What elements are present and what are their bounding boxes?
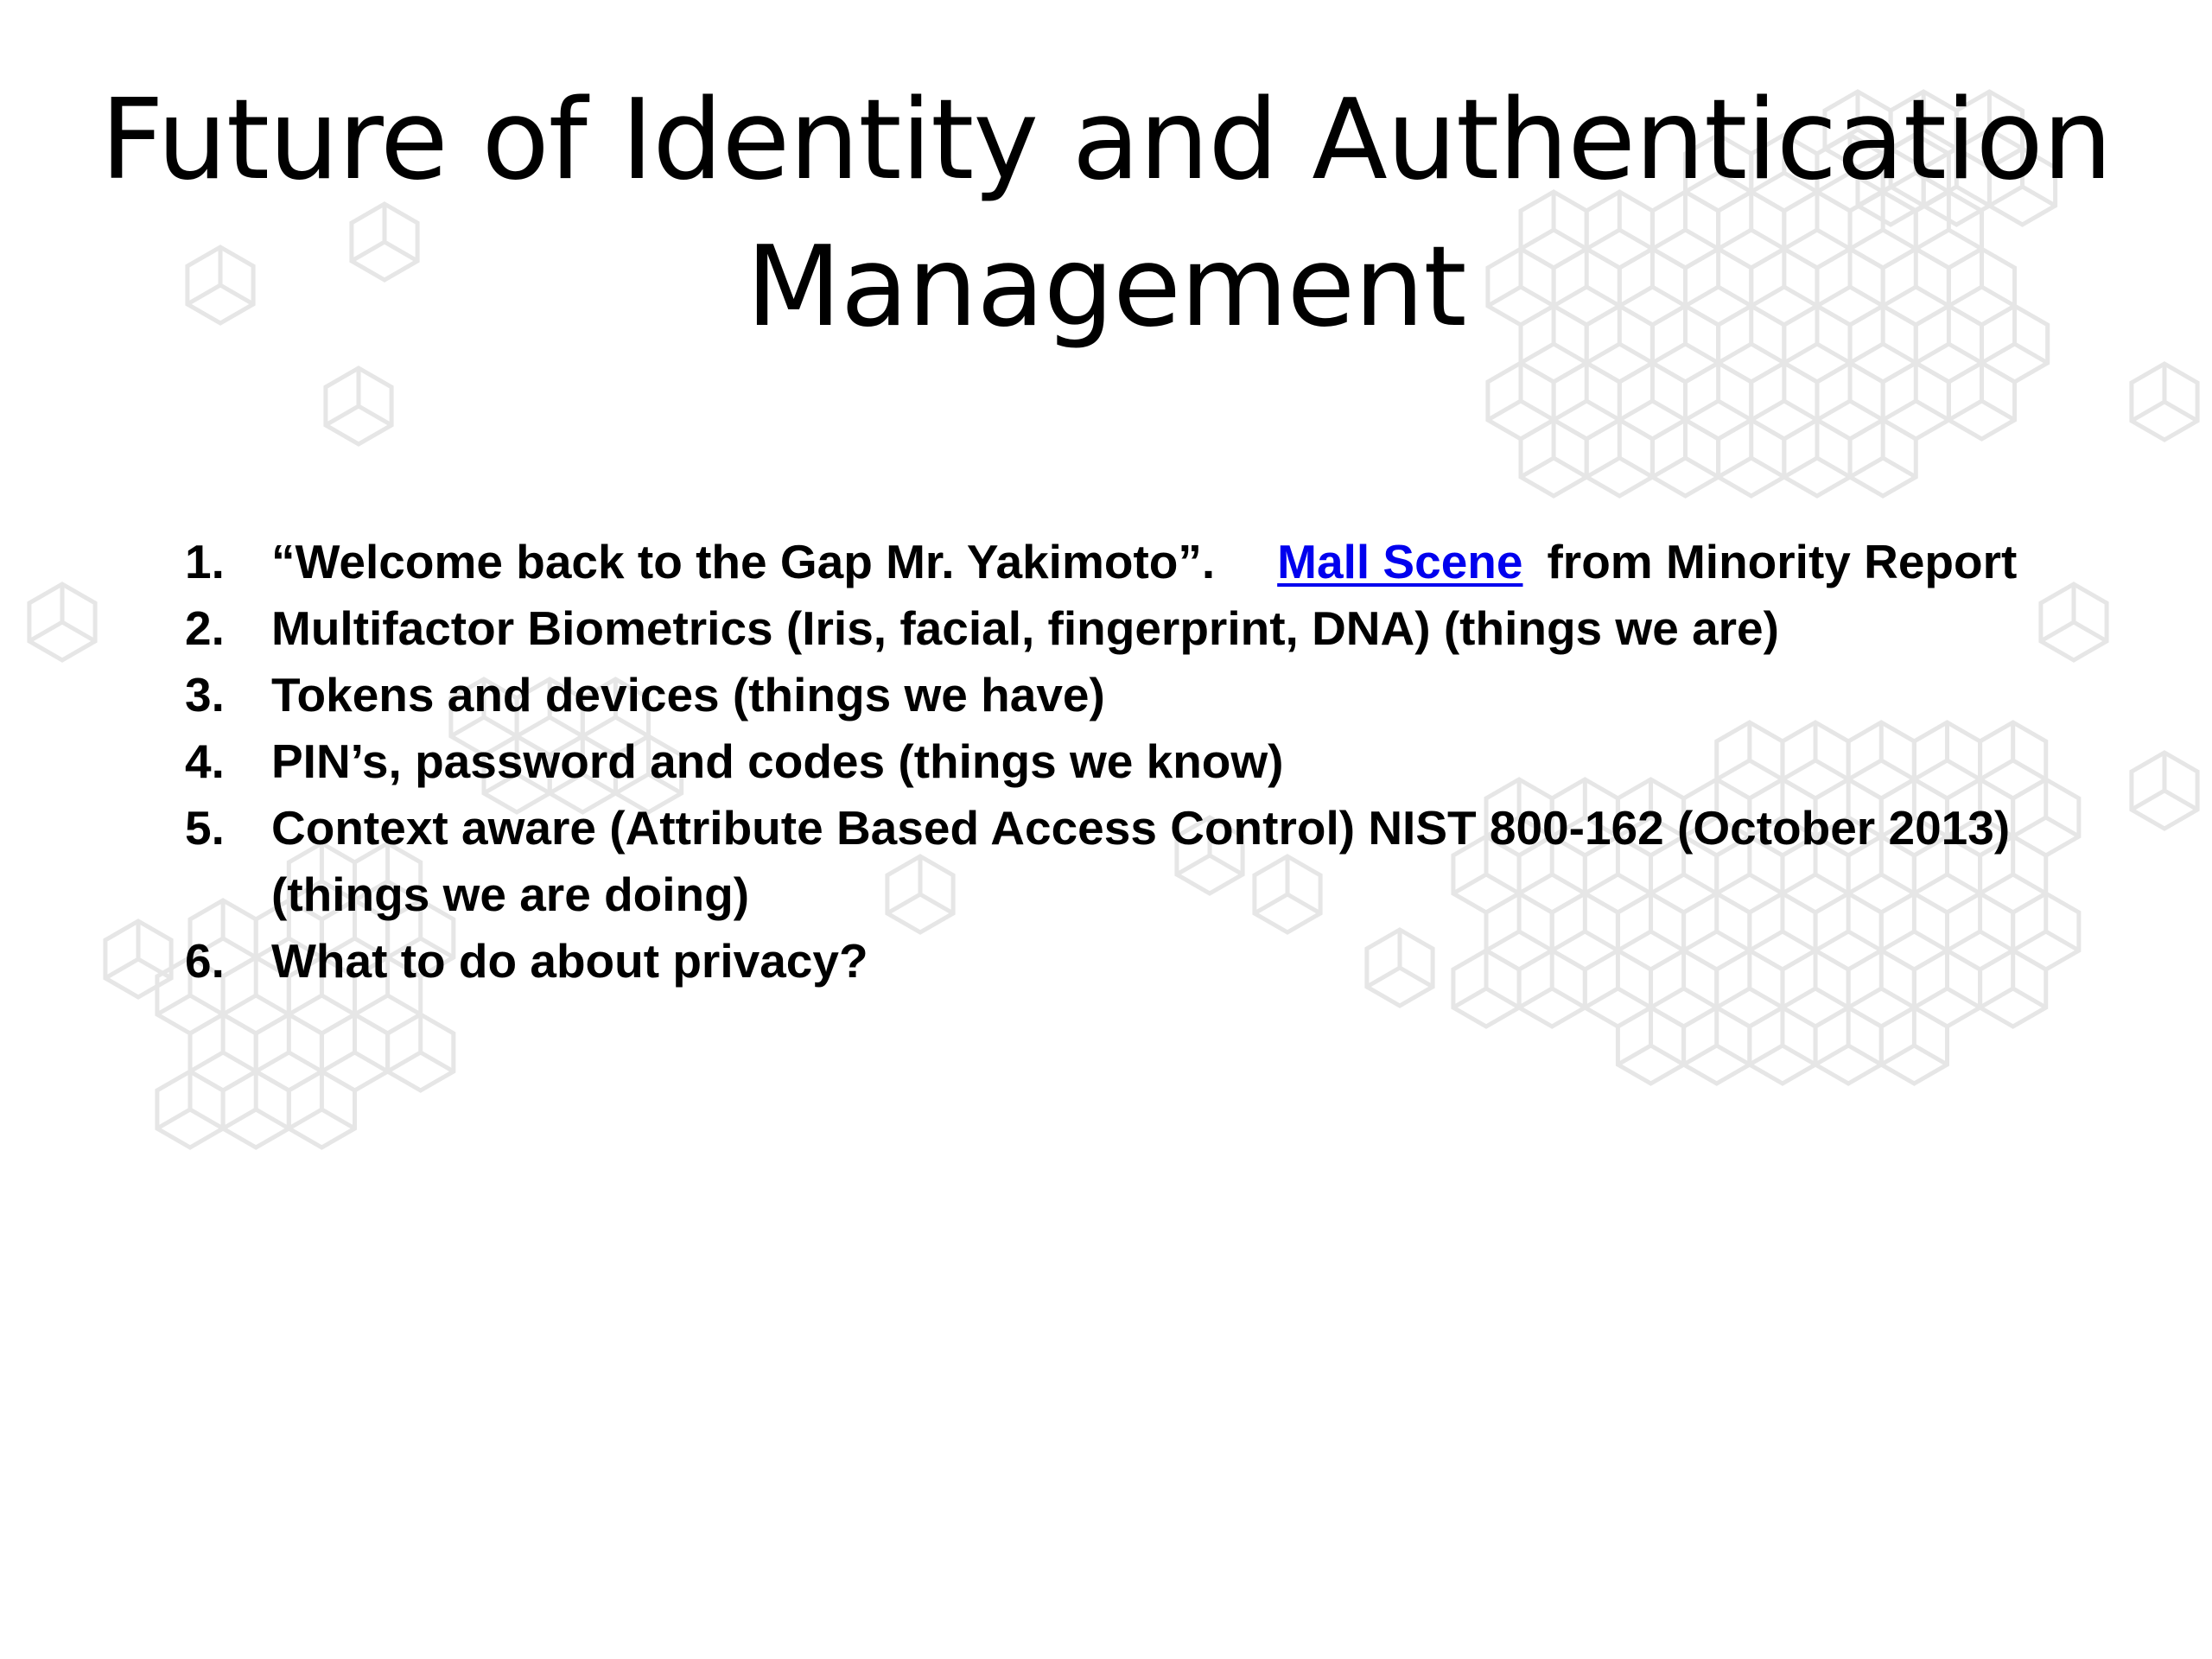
cube-outline-icon (157, 1071, 223, 1147)
cube-outline-icon (1719, 420, 1784, 496)
cube-outline-icon (1881, 1007, 1947, 1084)
list-item-text: Multifactor Biometrics (Iris, facial, fingerprint, DNA) (things we are) (271, 601, 1779, 655)
list-item-text-after: from Minority Report (1547, 535, 2018, 588)
list-item-text: Context aware (Attribute Based Access Control) NIST 800-162 (October 2013) (271, 801, 2011, 855)
slide-title-line-2: Management (746, 223, 1466, 352)
list-item-number: 5. (185, 801, 225, 855)
list-item-number: 1. (185, 535, 225, 588)
list-item-number: 2. (185, 601, 225, 655)
cube-outline-icon (1850, 420, 1916, 496)
slide-title-line-1: Future of Identity and Authentication (100, 76, 2112, 205)
list-item (185, 595, 2172, 662)
cube-outline-icon (29, 584, 95, 660)
list-item-number: 3. (185, 668, 225, 721)
list-item (185, 795, 2172, 928)
slide-title (0, 67, 2212, 361)
cube-outline-icon (289, 1071, 354, 1147)
list-item (185, 928, 2172, 995)
cube-outline-icon (1684, 1007, 1750, 1084)
cube-outline-icon (1815, 1007, 1881, 1084)
cube-outline-icon (1652, 420, 1718, 496)
cube-outline-icon (326, 368, 391, 444)
topic-list (185, 529, 2172, 995)
list-item (185, 662, 2172, 728)
list-item-text: What to do about privacy? (271, 934, 868, 988)
list-item (185, 728, 2172, 795)
mall-scene-link[interactable]: Mall Scene (1277, 535, 1523, 588)
cube-outline-icon (105, 921, 171, 997)
list-item-number: 4. (185, 734, 225, 788)
cube-outline-icon (1784, 420, 1850, 496)
cube-outline-icon (1618, 1007, 1683, 1084)
cube-outline-icon (1521, 420, 1586, 496)
cube-outline-icon (1586, 420, 1652, 496)
list-item (185, 529, 2172, 595)
cube-outline-icon (223, 1071, 289, 1147)
cube-outline-icon (1948, 363, 2014, 439)
list-item-text: PIN’s, password and codes (things we know) (271, 734, 1284, 788)
cube-outline-icon (2132, 364, 2197, 440)
list-item-text: “Welcome back to the Gap Mr. Yakimoto”. (271, 535, 1216, 588)
cube-outline-icon (388, 1014, 454, 1090)
list-item-text-line-2: (things we are doing) (271, 868, 750, 921)
list-item-number: 6. (185, 934, 225, 988)
cube-outline-icon (1750, 1007, 1815, 1084)
list-item-text: Tokens and devices (things we have) (271, 668, 1105, 721)
